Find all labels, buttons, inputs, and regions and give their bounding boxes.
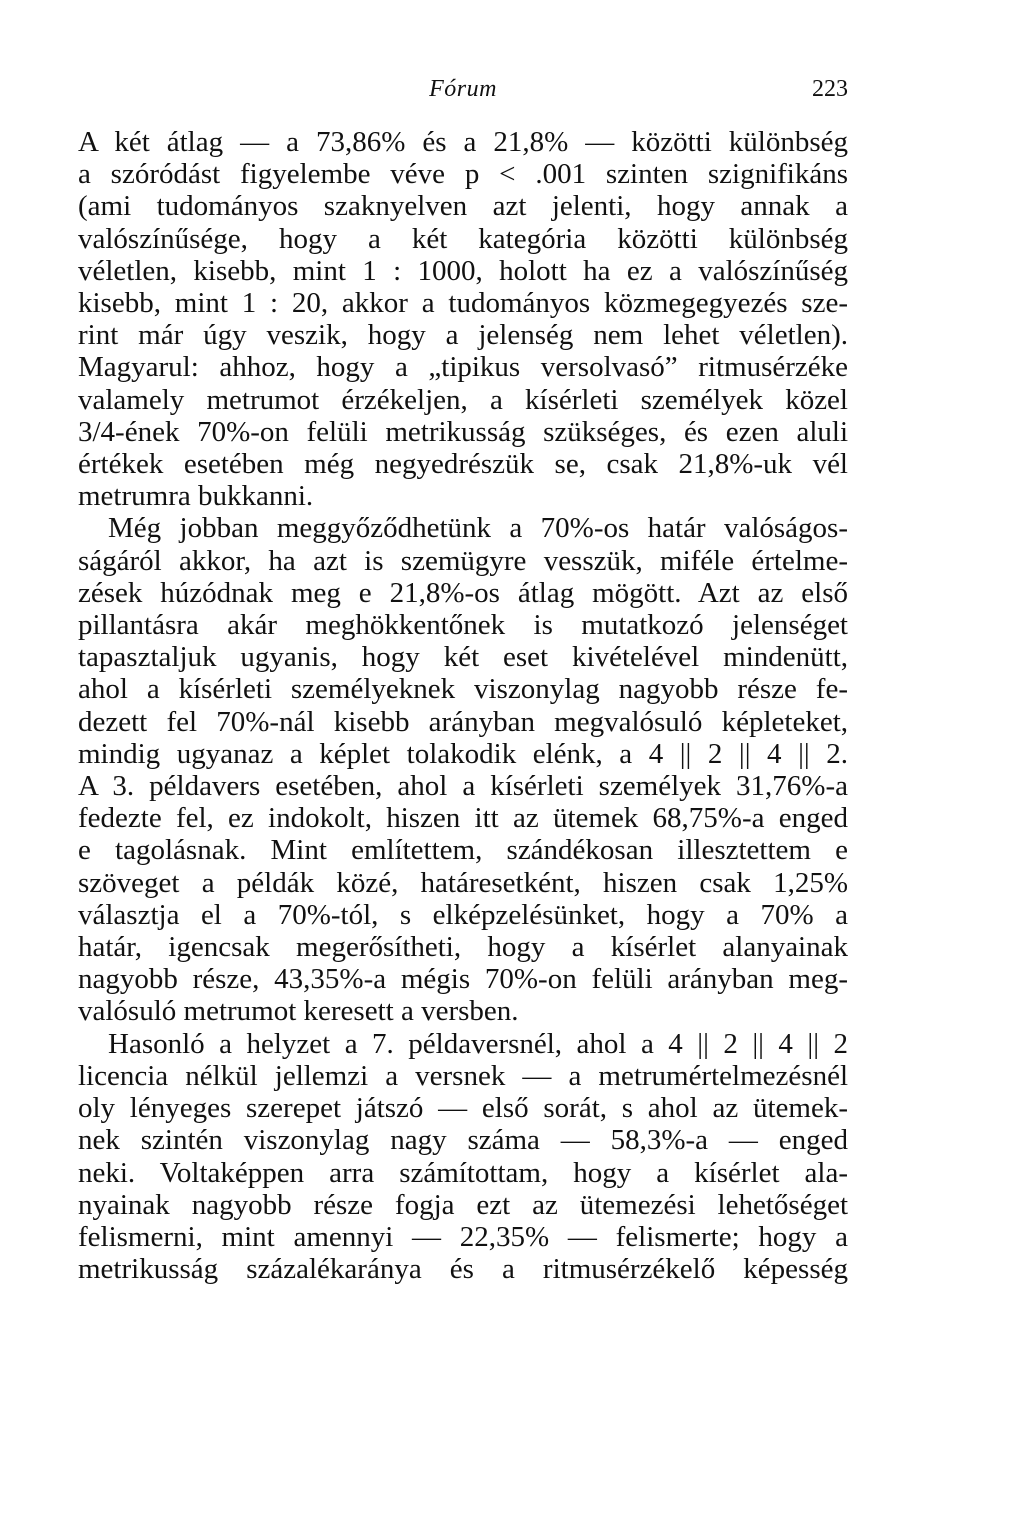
page-header [78,70,848,110]
text-line: oly lényeges szerepet játszó — első sorát, s ahol az ütemek- [78,1092,848,1125]
text-line: rint már úgy veszik, hogy a jelenség nem lehet véletlen). [78,319,848,352]
text-line: 3/4-ének 70%-on felüli metrikusság szükséges, és ezen aluli [78,415,848,448]
text-line: A 3. példavers esetében, ahol a kísérleti személyek 31,76%-a [78,770,848,803]
text-line: Hasonló a helyzet a 7. példaversnél, ahol a 4 || 2 || 4 || 2 [108,1027,848,1060]
text-line: véletlen, kisebb, mint 1 : 1000, holott ha ez a valószínűség [78,254,848,287]
text-line: Még jobban meggyőződhetünk a 70%-os határ valóságos- [108,512,848,545]
text-line: szöveget a példák közé, határesetként, hiszen csak 1,25% [78,866,848,899]
page-number: 223 [812,76,848,102]
text-line: e tagolásnak. Mint említettem, szándékosan illesztettem e [78,834,848,867]
text-line: ságáról akkor, ha azt is szemügyre vesszük, miféle értelme- [78,544,848,577]
text-line: a szóródást figyelembe véve p < .001 szinten szignifikáns [78,158,848,191]
text-line: határ, igencsak megerősítheti, hogy a kísérlet alanyainak [78,931,848,964]
text-line: nyainak nagyobb része fogja ezt az ütemezési lehetőséget [78,1188,848,1221]
text-line: fedezte fel, ez indokolt, hiszen itt az ütemek 68,75%-a enged [78,802,848,835]
text-line: nagyobb része, 43,35%-a mégis 70%-on felüli arányban meg- [78,963,848,996]
text-line: valószínűsége, hogy a két kategória közötti különbség [78,222,848,255]
text-line: neki. Voltaképpen arra számítottam, hogy a kísérlet ala- [78,1156,848,1189]
text-line: (ami tudományos szaknyelven azt jelenti, hogy annak a [78,190,848,223]
text-line: valamely metrumot érzékeljen, a kísérleti személyek közel [78,383,848,416]
text-line: licencia nélkül jellemzi a versnek — a metrumértelmezésnél [78,1059,848,1092]
text-line: A két átlag — a 73,86% és a 21,8% — közötti különbség [78,126,848,158]
running-title: Fórum [429,76,497,102]
text-line: metrumra bukkanni. [78,480,314,513]
text-line: dezett fel 70%-nál kisebb arányban megvalósuló képleteket, [78,705,848,738]
text-line: zések húzódnak meg e 21,8%-os átlag mögött. Azt az első [78,576,848,609]
text-line: nek szintén viszonylag nagy száma — 58,3%-a — enged [78,1124,848,1157]
text-line: kisebb, mint 1 : 20, akkor a tudományos közmegegyezés sze- [78,287,848,320]
text-line: értékek esetében még negyedrészük se, csak 21,8%-uk vél [78,448,848,481]
text-line: tapasztaljuk ugyanis, hogy két eset kivételével mindenütt, [78,641,848,674]
text-line: felismerni, mint amennyi — 22,35% — felismerte; hogy a [78,1220,848,1253]
book-page [78,70,848,1285]
text-line: ahol a kísérleti személyeknek viszonylag nagyobb része fe- [78,673,848,706]
text-line: Magyarul: ahhoz, hogy a „tipikus versolvasó” ritmusérzéke [78,351,848,384]
body-text [78,126,848,1285]
text-line: mindig ugyanaz a képlet tolakodik elénk, a 4 || 2 || 4 || 2. [78,737,848,770]
text-line: választja el a 70%-tól, s elképzelésünket, hogy a 70% a [78,898,848,931]
text-line: pillantásra akár meghökkentőnek is mutatkozó jelenséget [78,609,848,642]
text-line: valósuló metrumot keresett a versben. [78,995,519,1028]
text-line: metrikusság százalékaránya és a ritmusérzékelő képesség [78,1253,848,1286]
